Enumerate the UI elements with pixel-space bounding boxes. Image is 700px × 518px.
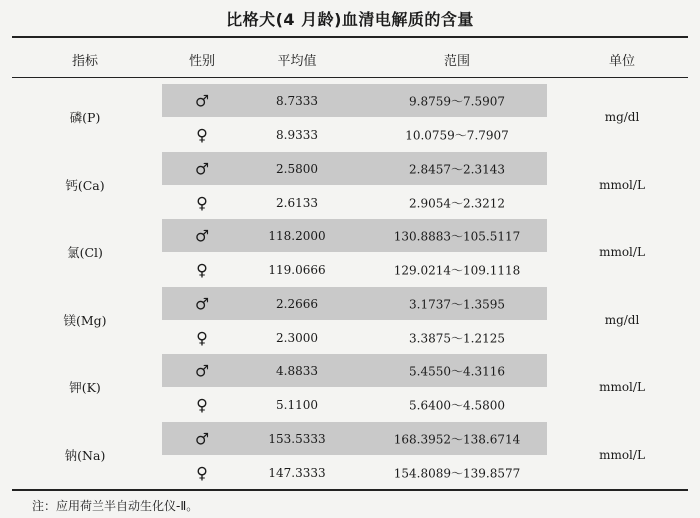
- unit-value: mmol/L: [599, 245, 645, 259]
- indicator-name: 钾(K): [69, 380, 101, 395]
- header-indicator: 指标: [71, 54, 99, 69]
- mean-value: 2.6133: [276, 195, 318, 210]
- sex-symbol: ♂: [194, 361, 210, 381]
- unit-value: mg/dl: [604, 312, 640, 327]
- sex-symbol: ♀: [196, 328, 208, 347]
- sex-symbol: ♂: [194, 226, 210, 246]
- range-value: 10.0759～7.7907: [405, 128, 509, 143]
- mean-value: 147.3333: [268, 465, 326, 480]
- range-value: 2.8457～2.3143: [409, 162, 505, 176]
- sex-symbol: ♀: [196, 193, 208, 212]
- header-mean: 平均值: [277, 54, 317, 69]
- unit-value: mmol/L: [599, 177, 645, 192]
- range-value: 5.6400～4.5800: [409, 398, 505, 413]
- mean-value: 119.0666: [268, 263, 326, 277]
- unit-value: mmol/L: [599, 447, 645, 462]
- table-bottom-rule: [12, 489, 688, 491]
- range-value: 2.9054～2.3212: [409, 196, 505, 210]
- header-unit: 单位: [608, 54, 636, 69]
- mean-value: 153.5333: [268, 431, 326, 446]
- sex-symbol: ♀: [196, 463, 208, 482]
- table-note: 注：应用荷兰半自动生化仪-Ⅱ。: [32, 499, 199, 513]
- indicator-name: 氯(Cl): [67, 245, 103, 260]
- range-value: 3.1737～1.3595: [409, 297, 505, 311]
- mean-value: 2.2666: [276, 296, 318, 311]
- sex-symbol: ♀: [196, 125, 208, 145]
- table-title: 比格犬(4 月龄)血清电解质的含量: [226, 10, 474, 29]
- mean-value: 118.2000: [268, 229, 326, 243]
- range-value: 5.4550～4.3116: [409, 364, 505, 379]
- unit-value: mmol/L: [599, 380, 645, 394]
- mean-value: 8.7333: [276, 94, 318, 108]
- mean-value: 5.1100: [276, 398, 318, 412]
- indicator-name: 磷(P): [69, 110, 101, 125]
- sex-symbol: ♀: [196, 395, 208, 415]
- mean-value: 8.9333: [276, 128, 318, 142]
- table-header: [0, 38, 700, 77]
- range-value: 3.3875～1.2125: [409, 331, 505, 345]
- unit-value: mg/dl: [604, 110, 640, 124]
- sex-symbol: ♂: [194, 429, 210, 448]
- mean-value: 4.8833: [276, 364, 318, 378]
- sex-symbol: ♂: [194, 159, 210, 178]
- mean-value: 2.3000: [276, 330, 318, 345]
- range-value: 129.0214～109.1118: [393, 263, 521, 278]
- range-value: 154.8089～139.8577: [393, 466, 521, 480]
- sex-symbol: ♂: [194, 91, 210, 111]
- range-value: 168.3952～138.6714: [393, 432, 521, 446]
- mean-value: 2.5800: [276, 161, 318, 176]
- indicator-name: 钠(Na): [64, 447, 106, 463]
- sex-symbol: ♂: [194, 294, 210, 313]
- header-range: 范围: [443, 54, 471, 69]
- sex-symbol: ♀: [196, 260, 208, 280]
- indicator-name: 钙(Ca): [65, 177, 105, 193]
- range-value: 9.8759～7.5907: [409, 94, 505, 109]
- header-sex: 性别: [188, 54, 216, 69]
- indicator-name: 镁(Mg): [63, 312, 107, 328]
- range-value: 130.8883～105.5117: [393, 229, 521, 244]
- header-rule: [12, 77, 688, 78]
